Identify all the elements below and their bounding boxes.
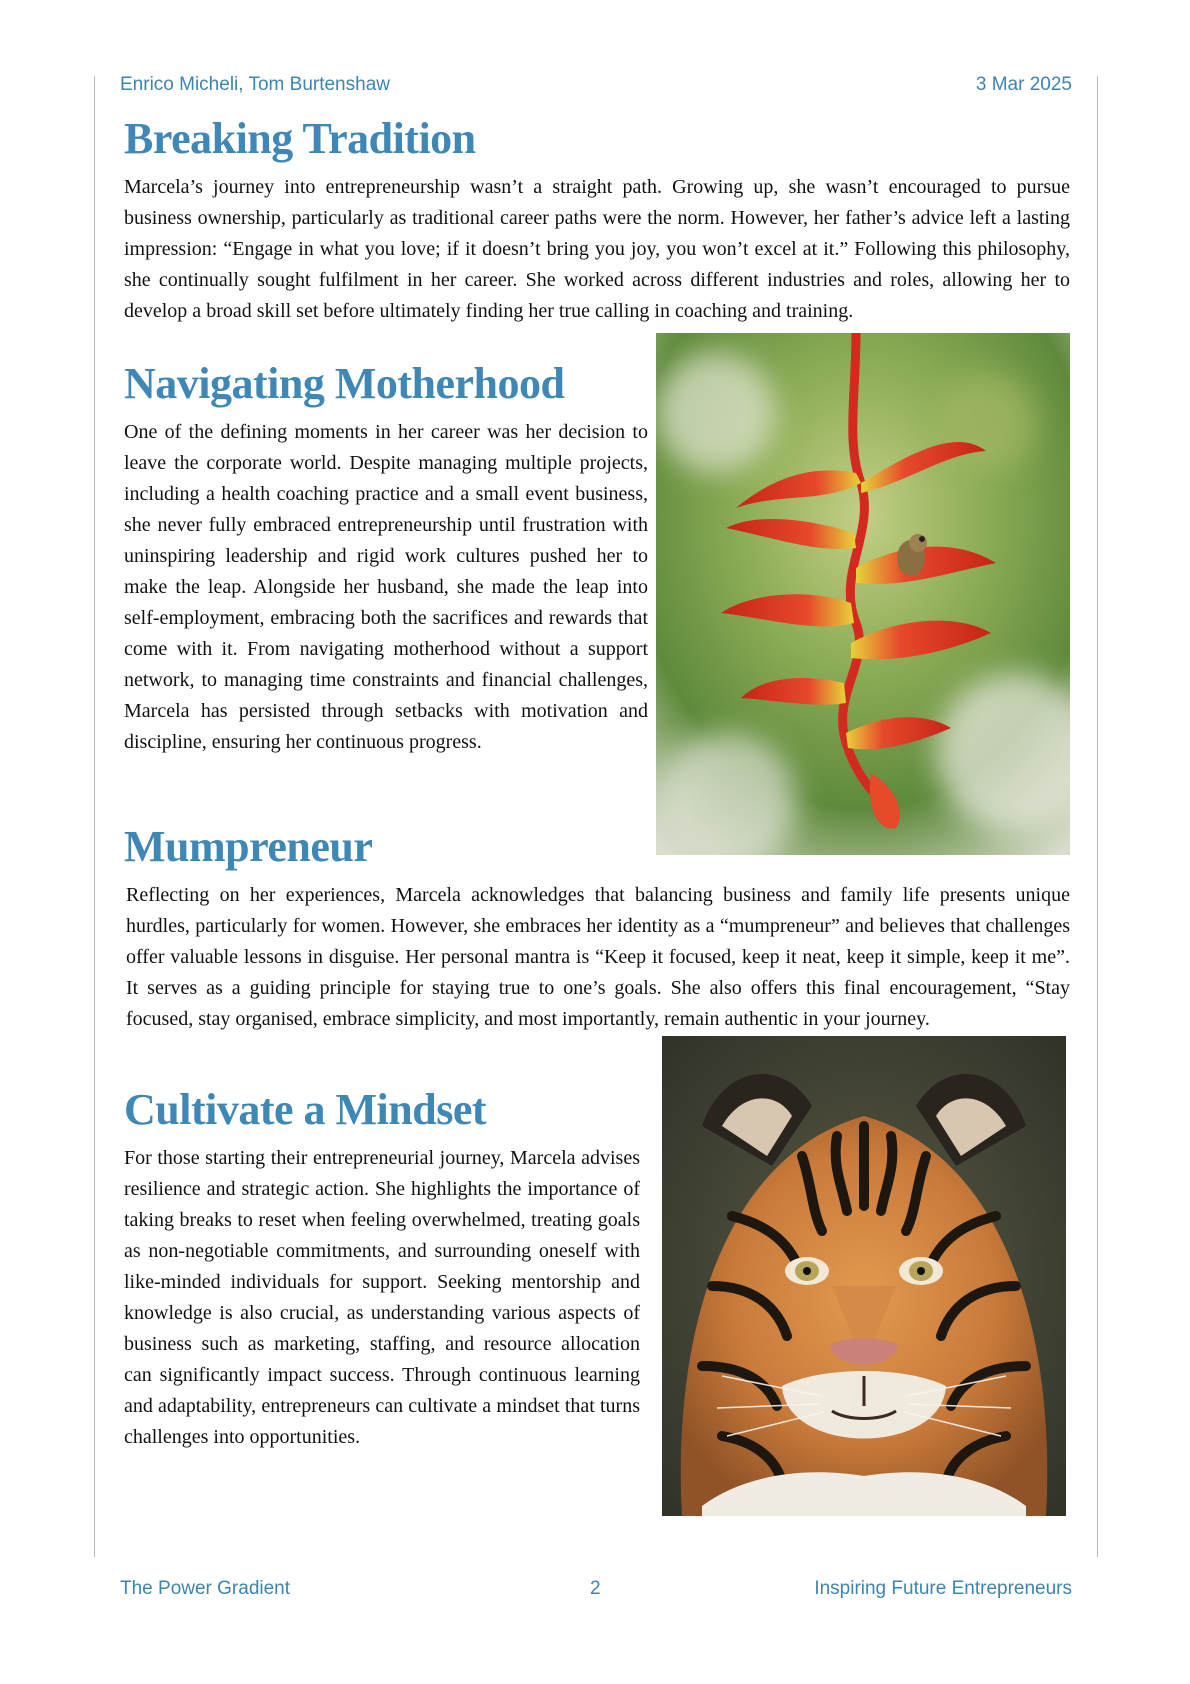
paragraph-mumpreneur: Reflecting on her experiences, Marcela acknowledges that balancing business and family life presents unique hurdles, particularly for women. However, she embraces her identity as a “mumpreneur” and believes that challenges offer valuable lessons in disguise. Her personal mantra is “Keep it focused, keep it neat, keep it simple, keep it me”. It serves as a guiding principle for staying true to one’s goals. She also offers this final encouragement, “Stay focused, stay organised, embrace simplicity, and most importantly, remain authentic in your journey.: [126, 884, 1070, 1030]
header-authors: Enrico Micheli, Tom Burtenshaw: [120, 74, 390, 95]
heading-mumpreneur: Mumpreneur: [124, 822, 373, 871]
right-margin-rule: [1097, 76, 1098, 1557]
paragraph-cultivate-a-mindset: For those starting their entrepreneurial journey, Marcela advises resilience and strategic action. She highlights the importance of taking breaks to reset when feeling overwhelmed, treating goals as non-negotiable commitments, and surrounding oneself with like-minded individuals for support. Seeking mentorship and knowledge is also crucial, as understanding various aspects of business such as marketing, staffing, and resource allocation can significantly impact success. Through continuous learning and adaptability, entrepreneurs can cultivate a mindset that turns challenges into opportunities.: [124, 1147, 640, 1448]
tiger-image: [662, 1036, 1066, 1516]
footer-publication: The Power Gradient: [120, 1578, 291, 1599]
header-date: 3 Mar 2025: [975, 74, 1072, 95]
paragraph-breaking-tradition: Marcela’s journey into entrepreneurship wasn’t a straight path. Growing up, she wasn’t encouraged to pursue business ownership, particularly as traditional career paths were the norm. However, her father’s advice left a lasting impression: “Engage in what you love; if it doesn’t bring you joy, you won’t excel at it.” Following this philosophy, she continually sought fulfilment in her career. She worked across different industries and roles, allowing her to develop a broad skill set before ultimately finding her true calling in coaching and training.: [124, 176, 1070, 322]
left-margin-rule: [94, 76, 95, 1557]
heading-cultivate-a-mindset: Cultivate a Mindset: [124, 1085, 487, 1134]
footer-page-number: 2: [590, 1578, 601, 1599]
paragraph-navigating-motherhood: One of the defining moments in her career was her decision to leave the corporate world. Despite managing multiple projects, including a health coaching practice and a small event business, she never fully embraced entrepreneurship until frustration with uninspiring leadership and rigid work cultures pushed her to make the leap. Alongside her husband, she made the leap into self-employment, embracing both the sacrifices and rewards that come with it. From navigating motherhood without a support network, to managing time constraints and financial challenges, Marcela has persisted through setbacks with motivation and discipline, ensuring her continuous progress.: [124, 421, 648, 753]
heading-breaking-tradition: Breaking Tradition: [124, 114, 476, 163]
heliconia-flower-image: [656, 333, 1070, 855]
footer-tagline: Inspiring Future Entrepreneurs: [814, 1578, 1072, 1599]
heading-navigating-motherhood: Navigating Motherhood: [124, 359, 565, 408]
